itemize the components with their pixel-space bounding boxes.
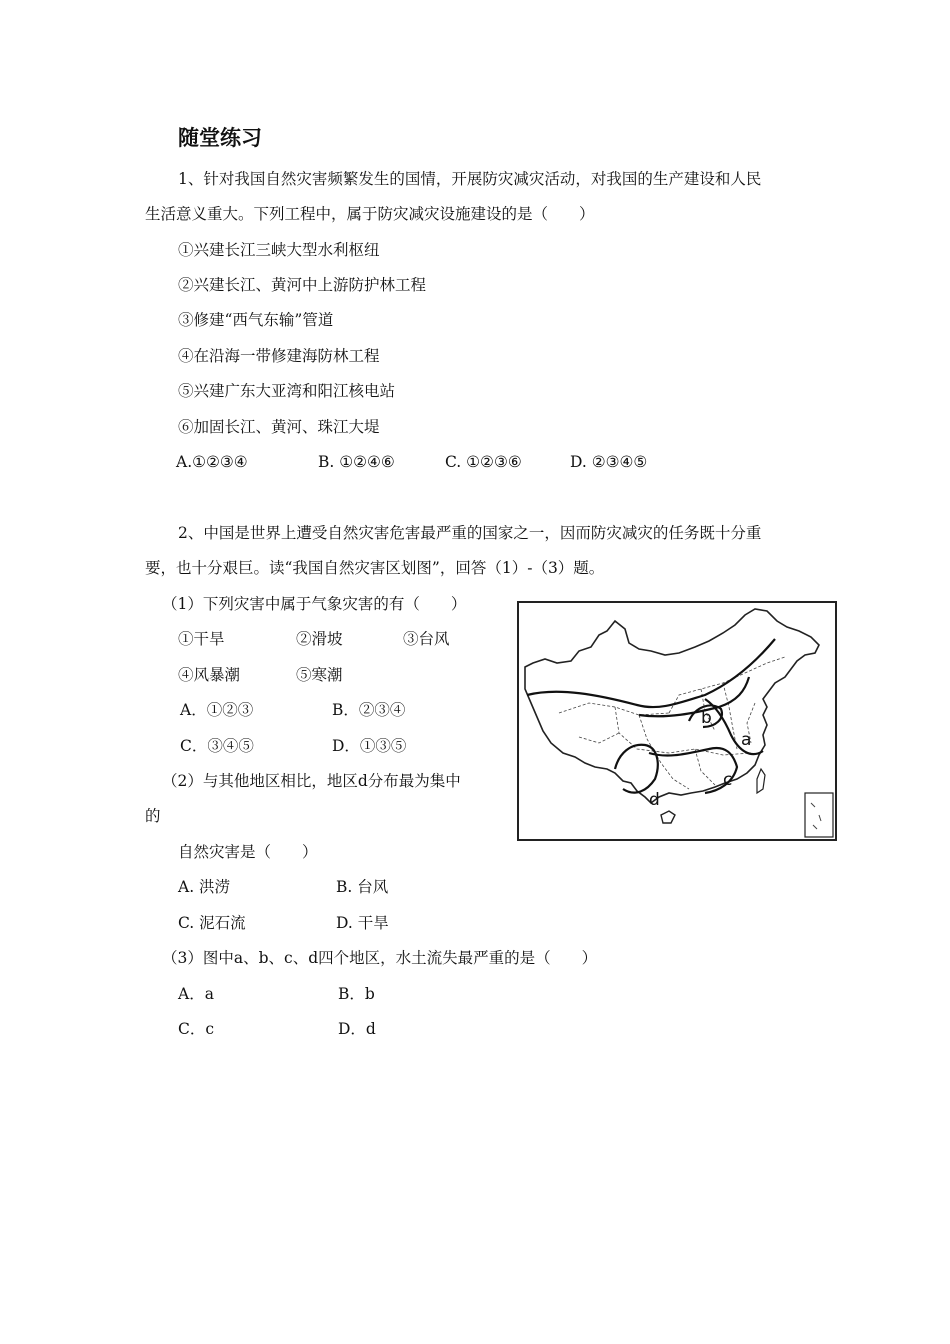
q2-sub2-option-c: C. 泥石流 [178,914,246,932]
q2-sub2-stem-line1: （2）与其他地区相比，地区d分布最为集中 [162,772,461,790]
map-label-c: c [723,770,733,790]
q2-sub1-option-a: A．①②③ [180,701,254,719]
q2-sub3-option-d: D．d [338,1020,376,1038]
q1-item: ①兴建长江三峡大型水利枢纽 [178,241,380,259]
q2-sub2-option-d: D. 干旱 [336,914,389,932]
inset-islands [811,803,821,829]
map-label-b: b [701,708,712,728]
q2-sub2-stem-line2: 的 [145,807,161,825]
q2-sub1-option-c: C．③④⑤ [180,737,254,755]
q2-sub1-option-d: D．①③⑤ [332,737,407,755]
q2-sub2-option-b: B. 台风 [336,878,389,896]
q1-stem-line1: 1、针对我国自然灾害频繁发生的国情，开展防灾减灾活动，对我国的生产建设和人民 [178,170,762,188]
q2-sub2-stem-line3: 自然灾害是（ ） [178,843,318,861]
q2-sub1-stem: （1）下列灾害中属于气象灾害的有（ ） [162,595,467,613]
q1-item: ③修建“西气东输”管道 [178,311,334,329]
page-title: 随堂练习 [178,126,262,150]
q1-option-c: C. ①②③⑥ [445,453,522,471]
q2-sub2-option-a: A. 洪涝 [178,878,231,896]
hainan-island [661,811,675,823]
q1-option-d: D. ②③④⑤ [570,453,648,471]
map-label-a: a [741,730,752,750]
country-outline [525,609,819,803]
q2-sub3-stem: （3）图中a、b、c、d四个地区，水土流失最严重的是（ ） [162,949,598,967]
map-label-d: d [649,790,660,810]
q1-stem-line2: 生活意义重大。下列工程中，属于防灾减灾设施建设的是（ ） [145,205,595,223]
map-drawing [519,603,835,839]
q1-item: ②兴建长江、黄河中上游防护林工程 [178,276,427,294]
q2-sub1-item: ⑤寒潮 [296,666,343,684]
q1-option-a: A.①②③④ [176,453,248,471]
q2-sub3-option-c: C．c [178,1020,215,1038]
q1-item: ④在沿海一带修建海防林工程 [178,347,380,365]
q1-item: ⑤兴建广东大亚湾和阳江核电站 [178,382,396,400]
q1-item: ⑥加固长江、黄河、珠江大堤 [178,418,380,436]
q2-stem-line2: 要，也十分艰巨。读“我国自然灾害区划图”，回答（1）-（3）题。 [145,559,605,577]
q2-sub1-item: ③台风 [403,630,450,648]
q2-sub1-item: ④风暴潮 [178,666,241,684]
q2-stem-line1: 2、中国是世界上遭受自然灾害危害最严重的国家之一，因而防灾减灾的任务既十分重 [178,524,762,542]
q2-sub1-item: ②滑坡 [296,630,343,648]
q1-option-b: B. ①②④⑥ [318,453,395,471]
q2-sub1-option-b: B．②③④ [332,701,406,719]
q2-sub3-option-a: A．a [178,985,214,1003]
q2-sub1-item: ①干旱 [178,630,225,648]
china-natural-disaster-map [517,601,837,841]
q2-sub3-option-b: B．b [338,985,375,1003]
taiwan-island [757,769,765,793]
